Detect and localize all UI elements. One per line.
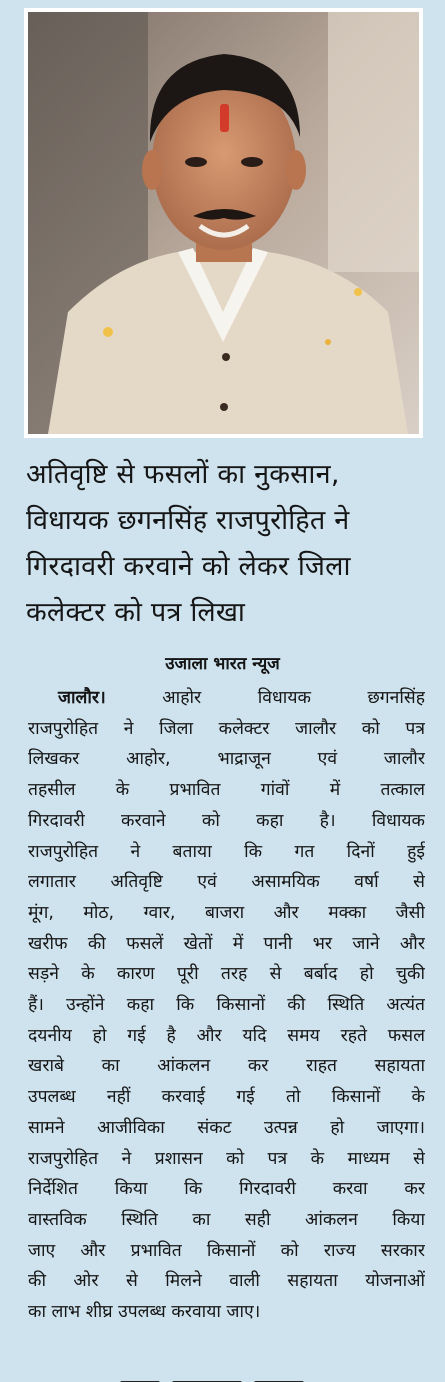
article-line: सड़ने के कारण पूरी तरह से बर्बाद हो चुकी (28, 964, 425, 985)
article-line: वास्तविक स्थिति का सही आंकलन किया (28, 1209, 425, 1230)
article-line: लिखकर आहोर, भाद्राजून एवं जालौर (28, 749, 425, 770)
headline (26, 452, 424, 636)
article-line: खरीफ की फसलें खेतों में पानी भर जाने और (28, 933, 425, 954)
article-line: मूंग, मोठ, ग्वार, बाजरा और मक्का जैसी (28, 902, 425, 923)
cut-off-next-headline (120, 1372, 340, 1382)
article-line: गिरदावरी करवाने को कहा है। विधायक (28, 810, 425, 831)
article-line: हैं। उन्होंने कहा कि किसानों की स्थिति अत्यंत (28, 995, 425, 1016)
article-line: जाए और प्रभावित किसानों को राज्य सरकार (28, 1240, 425, 1261)
article-line: लगातार अतिवृष्टि एवं असामयिक वर्षा से (28, 872, 425, 893)
article-line: निर्देशित किया कि गिरदावरी करवा कर (28, 1179, 425, 1200)
headline-line: अतिवृष्टि से फसलों का नुकसान, (26, 459, 340, 490)
article-line (28, 683, 425, 714)
article-line: का लाभ शीघ्र उपलब्ध करवाया जाए। (28, 1302, 261, 1323)
article-line: दयनीय हो गई है और यदि समय रहते फसल (28, 1025, 425, 1046)
headline-line: विधायक छगनसिंह राजपुरोहित ने (26, 505, 350, 536)
article-line: राजपुरोहित ने बताया कि गत दिनों हुई (28, 841, 425, 862)
article-line: की ओर से मिलने वाली सहायता योजनाओं (28, 1271, 425, 1292)
article-line: राजपुरोहित ने जिला कलेक्टर जालौर को पत्र (28, 718, 425, 739)
article-line: उपलब्ध नहीं करवाई गई तो किसानों के (28, 1087, 425, 1108)
article-body (28, 683, 425, 1328)
article-line: राजपुरोहित ने प्रशासन को पत्र के माध्यम से (28, 1148, 425, 1169)
headline-line: कलेक्टर को पत्र लिखा (26, 597, 246, 628)
article-line: खराबे का आंकलन कर राहत सहायता (28, 1056, 425, 1077)
photo-frame (24, 8, 423, 438)
article-first-line-text: आहोर विधायक छगनसिंह (105, 688, 425, 708)
headline-line: गिरदावरी करवाने को लेकर जिला (26, 551, 351, 582)
article-line: तहसील के प्रभावित गांवों में तत्काल (28, 780, 425, 801)
dateline: जालौर। (58, 688, 106, 708)
byline: उजाला भारत न्यूज (165, 654, 280, 674)
article-line: सामने आजीविका संकट उत्पन्न हो जाएगा। (28, 1117, 425, 1138)
portrait-photo (28, 12, 419, 434)
